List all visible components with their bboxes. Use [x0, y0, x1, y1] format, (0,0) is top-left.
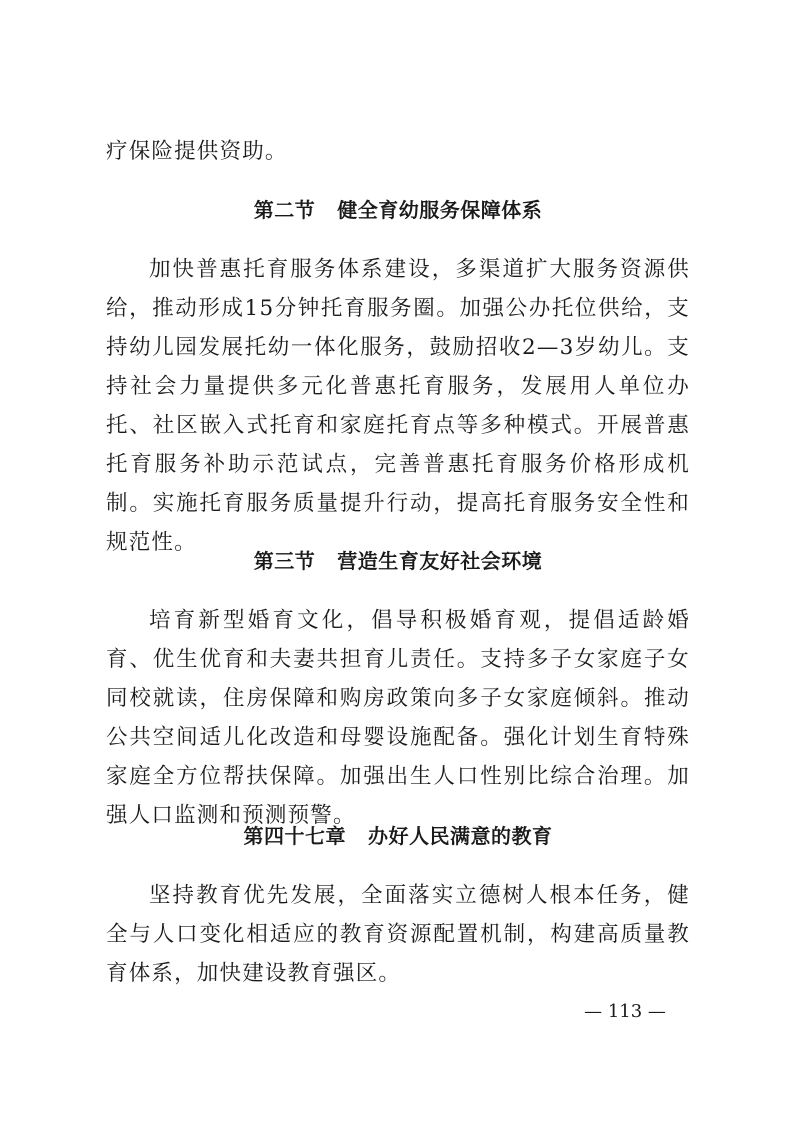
- page-number: — 113 —: [584, 1001, 666, 1022]
- paragraph-education-priority: 坚持教育优先发展，全面落实立德树人根本任务，健全与人口变化相适应的教育资源配置机制，构建高质量教育体系，加快建设教育强区。: [106, 883, 690, 986]
- chapter-title: 办好人民满意的教育: [368, 824, 553, 848]
- section-heading-2: [106, 196, 690, 224]
- paragraph-childcare-services: 加快普惠托育服务体系建设，多渠道扩大服务资源供给，推动形成15分钟托育服务圈。加强公办托位供给，支持幼儿园发展托幼一体化服务，鼓励招收2—3岁幼儿。支持社会力量提供多元化普惠托育服务，发展用人单位办托、社区嵌入式托育和家庭托育点等多种模式。开展普惠托育服务补助示范试点，完善普惠托育服务价格形成机制。实施托育服务质量提升行动，提高托育服务安全性和规范性。: [106, 257, 690, 555]
- paragraph-birth-friendly-society: 培育新型婚育文化，倡导积极婚育观，提倡适龄婚育、优生优育和夫妻共担育儿责任。支持多子女家庭子女同校就读，住房保障和购房政策向多子女家庭倾斜。推动公共空间适儿化改造和母婴设施配备。强化计划生育特殊家庭全方位帮扶保障。加强出生人口性别比综合治理。加强人口监测和预测预警。: [106, 608, 690, 828]
- section-title: 营造生育友好社会环境: [337, 549, 543, 573]
- section-number: 第二节: [253, 198, 316, 222]
- section-title: 健全育幼服务保障体系: [337, 198, 543, 222]
- section-heading-3: [106, 547, 690, 575]
- paragraph-continuation: 疗保险提供资助。: [106, 139, 288, 164]
- section-number: 第三节: [253, 549, 316, 573]
- chapter-number: 第四十七章: [243, 824, 346, 848]
- chapter-heading-47: [106, 822, 690, 850]
